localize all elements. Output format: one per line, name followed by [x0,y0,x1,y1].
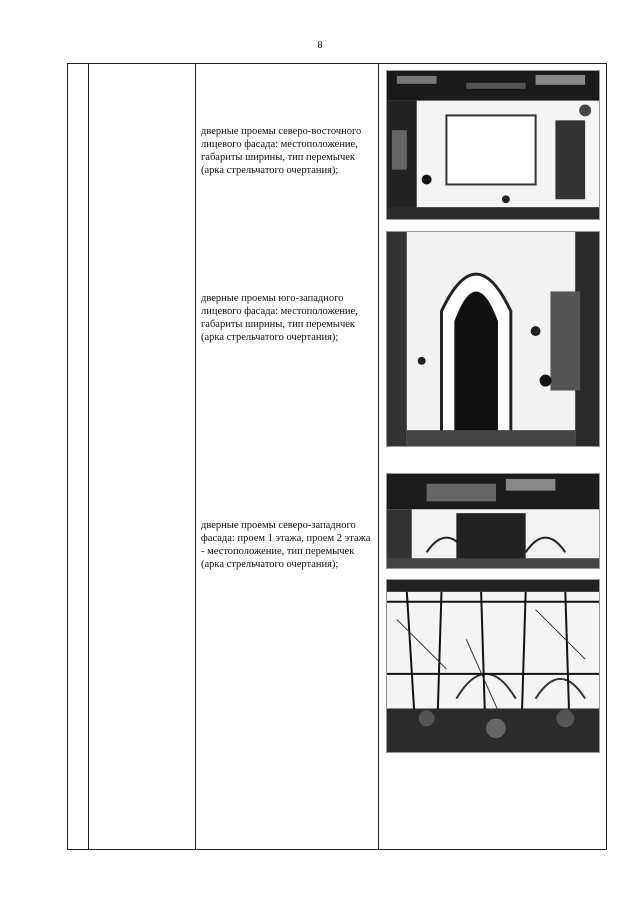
row-text-northwest-doors: дверные проемы северо-западного фасада: проем 1 этажа, проем 2 этажа - местоположение, тип перемычек (арка стрельчатого очертания); [201,520,371,570]
facade-doorway-photo [386,70,600,220]
northwest-lower-doorway-photo [386,579,600,753]
page-number: 8 [317,40,323,51]
row-text-northeast-doors: дверные проемы северо-восточного лицевого фасада: местоположение, габариты ширины, тип перемычек (арка стрельчатого очертания); [201,126,362,176]
column-divider [378,64,379,849]
column-divider [195,64,196,849]
row-text-southwest-doors: дверные проемы юго-западного лицевого фасада: местоположение, габариты ширины, тип перемычек (арка стрельчатого очертания); [201,293,358,343]
column-divider [88,64,89,849]
northwest-upper-doorway-photo [386,473,600,569]
pointed-arch-doorway-photo [386,231,600,447]
document-table [67,63,607,850]
